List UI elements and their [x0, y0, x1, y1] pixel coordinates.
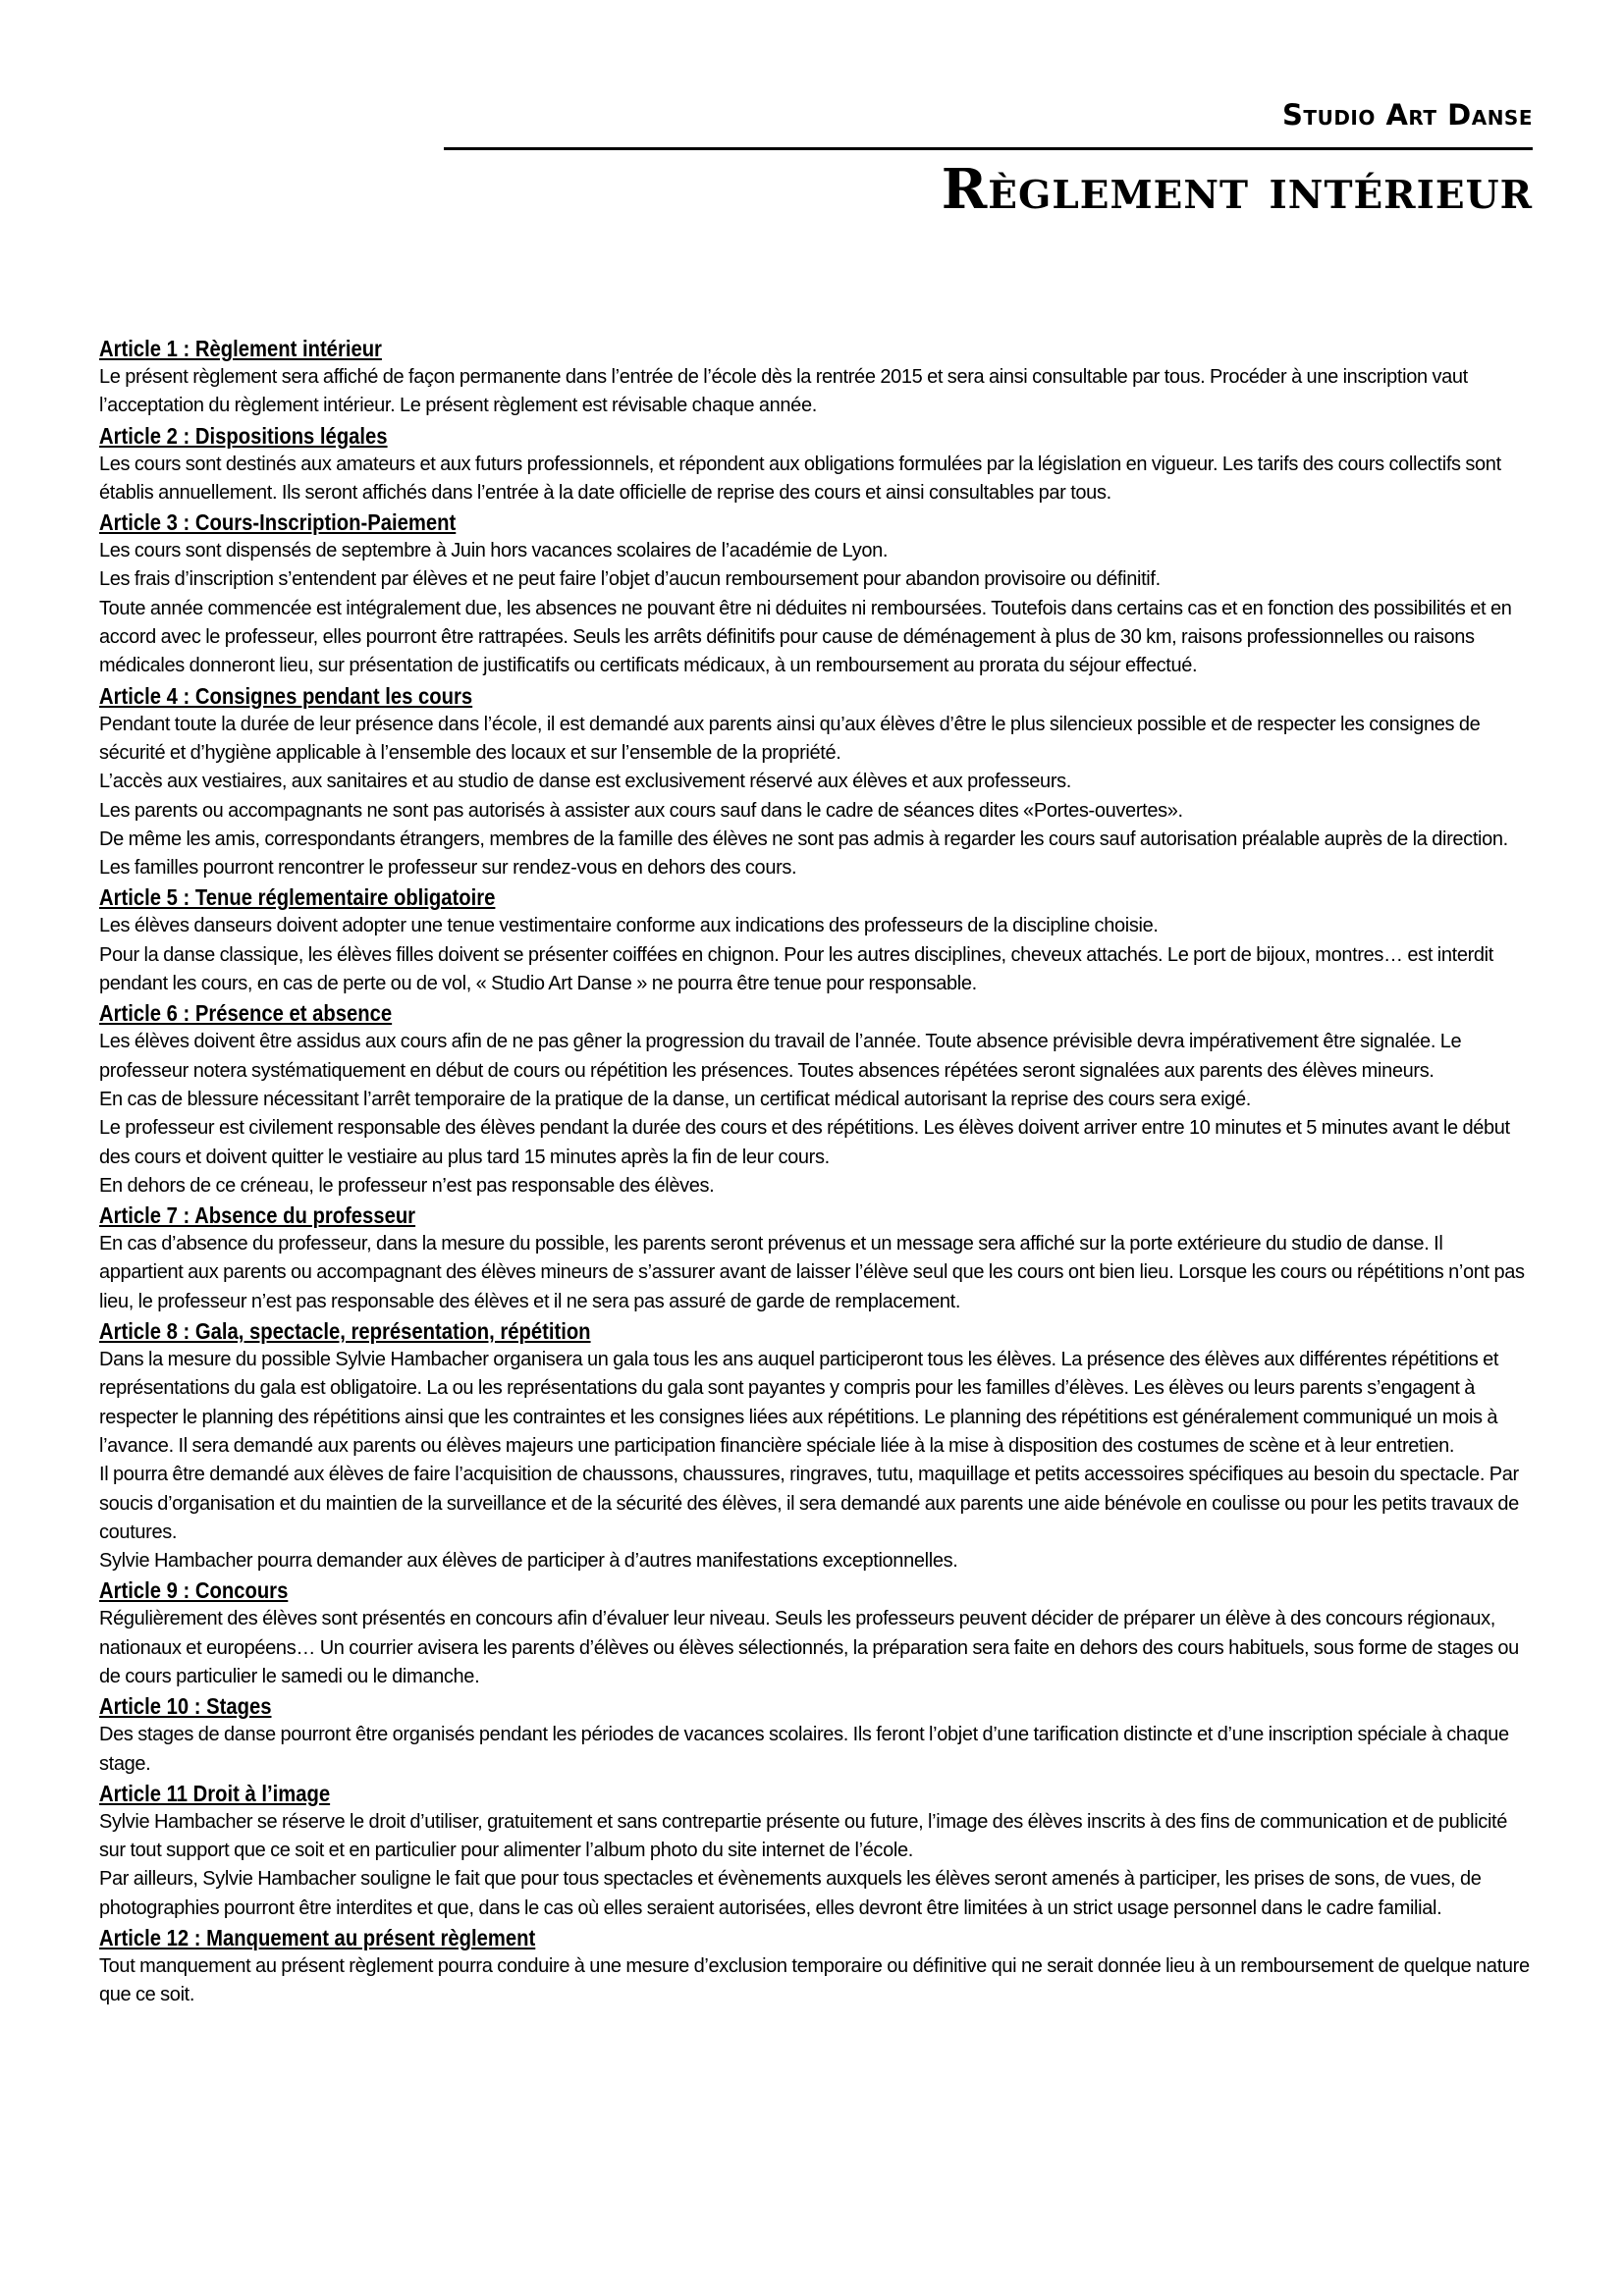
article-paragraph: Tout manquement au présent règlement pourra conduire à une mesure d’exclusion temporaire ou définitive qui ne serait donnée lieu à un remboursement de quelque nature que ce soit.: [99, 1955, 1530, 2006]
article-heading: Article 3 : Cours-Inscription-Paiement: [99, 509, 457, 536]
article-paragraph: Les parents ou accompagnants ne sont pas autorisés à assister aux cours sauf dans le cadre de séances dites «Portes-ouvertes».: [99, 799, 1183, 822]
article-2: [99, 421, 1531, 508]
article-5: [99, 882, 1531, 998]
header-divider: [444, 147, 1533, 150]
article-paragraph: Des stages de danse pourront être organisés pendant les périodes de vacances scolaires. Ils feront l’objet d’une tarification distincte et d’une inscription spéciale à chaque stage.: [99, 1724, 1509, 1775]
article-heading: Article 4 : Consignes pendant les cours: [99, 682, 473, 709]
article-paragraph: De même les amis, correspondants étrangers, membres de la famille des élèves ne sont pas admis à regarder les cours sauf autorisation préalable auprès de la direction. Les familles pourront rencontrer le professeur sur rendez-vous en dehors des cours.: [99, 828, 1508, 880]
article-paragraph: En cas d’absence du professeur, dans la mesure du possible, les parents seront prévenus et un message sera affiché sur la porte extérieure du studio de danse. Il appartient aux parents ou accompagnant des élèves mineurs de s’assurer avant de laisser l’élève seul que les cours ont bien lieu. Lorsque les cours ou répétitions n’ont pas lieu, le professeur n’est pas responsable des élèves et il ne sera pas assuré de garde de remplacement.: [99, 1233, 1525, 1312]
article-paragraph: Les frais d’inscription s’entendent par élèves et ne peut faire l’objet d’aucun remboursement pour abandon provisoire ou définitif.: [99, 568, 1161, 591]
article-paragraph: Le présent règlement sera affiché de façon permanente dans l’entrée de l’école dès la rentrée 2015 et sera ainsi consultable par tous. Procéder à une inscription vaut l’acceptation du règlement intérieur. Le présent règlement est révisable chaque année.: [99, 366, 1468, 417]
article-heading: Article 6 : Présence et absence: [99, 1000, 393, 1027]
article-paragraph: Régulièrement des élèves sont présentés en concours afin d’évaluer leur niveau. Seuls les professeurs peuvent décider de préparer un élève à des concours régionaux, nationaux et européens… Un courrier avisera les parents d’élèves ou élèves sélectionnés, la préparation sera faite en dehors des cours habituels, sous forme de stages ou de cours particulier le samedi ou le dimanche.: [99, 1608, 1519, 1687]
article-4: [99, 681, 1531, 883]
organization-name: Studio Art Danse: [1282, 98, 1533, 132]
article-paragraph: Les élèves doivent être assidus aux cours afin de ne pas gêner la progression du travail de l’année. Toute absence prévisible devra impérativement être signalée. Le professeur notera systématiquement en début de cours ou répétition les présences. Toutes absences répétées seront signalées aux parents des élèves mineurs.: [99, 1031, 1462, 1082]
article-8: [99, 1316, 1531, 1575]
article-paragraph: L’accès aux vestiaires, aux sanitaires et au studio de danse est exclusivement réservé aux élèves et aux professeurs.: [99, 771, 1071, 793]
article-paragraph: Les cours sont dispensés de septembre à Juin hors vacances scolaires de l’académie de Lyon.: [99, 540, 889, 562]
article-heading: Article 10 : Stages: [99, 1693, 272, 1720]
article-paragraph: En cas de blessure nécessitant l’arrêt temporaire de la pratique de la danse, un certificat médical autorisant la reprise des cours sera exigé.: [99, 1088, 1251, 1110]
document-title: Règlement intérieur: [941, 157, 1533, 222]
article-paragraph: Les cours sont destinés aux amateurs et aux futurs professionnels, et répondent aux obligations formulées par la législation en vigueur. Les tarifs des cours collectifs sont établis annuellement. Ils seront affichés dans l’entrée à la date officielle de reprise des cours et ainsi consultables par tous.: [99, 453, 1501, 504]
article-1: [99, 334, 1531, 421]
article-heading: Article 11 Droit à l’image: [99, 1780, 331, 1806]
articles-list: [99, 334, 1531, 2010]
article-paragraph: Par ailleurs, Sylvie Hambacher souligne le fait que pour tous spectacles et évènements auxquels les élèves seront amenés à participer, les prises de sons, de vues, de photographies pourront être interdites et que, dans le cas où elles seraient autorisées, elles devront être limitées à un strict usage personnel dans le cadre familial.: [99, 1868, 1482, 1919]
article-10: [99, 1691, 1531, 1779]
article-heading: Article 12 : Manquement au présent règlement: [99, 1925, 536, 1951]
article-heading: Article 5 : Tenue réglementaire obligatoire: [99, 884, 496, 911]
article-heading: Article 1 : Règlement intérieur: [99, 336, 382, 361]
article-paragraph: Pour la danse classique, les élèves filles doivent se présenter coiffées en chignon. Pour les autres disciplines, cheveux attachés. Le port de bijoux, montres… est interdit pendant les cours, en cas de perte ou de vol, « Studio Art Danse » ne pourra être tenue pour responsable.: [99, 943, 1493, 995]
article-paragraph: En dehors de ce créneau, le professeur n’est pas responsable des élèves.: [99, 1174, 715, 1197]
article-heading: Article 8 : Gala, spectacle, représentation, répétition: [99, 1318, 591, 1345]
article-paragraph: Sylvie Hambacher se réserve le droit d’utiliser, gratuitement et sans contrepartie présente ou future, l’image des élèves inscrits à des fins de communication et de publicité sur tout support que ce soit et en particulier pour alimenter l’album photo du site internet de l’école.: [99, 1810, 1508, 1862]
article-heading: Article 7 : Absence du professeur: [99, 1202, 416, 1229]
article-paragraph: Pendant toute la durée de leur présence dans l’école, il est demandé aux parents ainsi qu’aux élèves d’être le plus silencieux possible et de respecter les consignes de sécurité et d’hygiène applicable à l’ensemble des locaux et sur l’ensemble de la propriété.: [99, 713, 1481, 764]
article-9: [99, 1575, 1531, 1691]
article-12: [99, 1923, 1531, 2010]
article-paragraph: Il pourra être demandé aux élèves de faire l’acquisition de chaussons, chaussures, ringraves, tutu, maquillage et petits accessoires spécifiques au besoin du spectacle. Par soucis d’organisation et du maintien de la surveillance et de la sécurité des élèves, il sera demandé aux parents une aide bénévole en coulisse ou pour les petits travaux de coutures.: [99, 1464, 1519, 1543]
article-paragraph: Le professeur est civilement responsable des élèves pendant la durée des cours et des répétitions. Les élèves doivent arriver entre 10 minutes et 5 minutes avant le début des cours et doivent quitter le vestiaire au plus tard 15 minutes après la fin de leur cours.: [99, 1117, 1510, 1168]
article-paragraph: Les élèves danseurs doivent adopter une tenue vestimentaire conforme aux indications des professeurs de la discipline choisie.: [99, 915, 1159, 937]
article-6: [99, 998, 1531, 1201]
article-heading: Article 2 : Dispositions légales: [99, 422, 388, 449]
article-3: [99, 507, 1531, 680]
article-paragraph: Sylvie Hambacher pourra demander aux élèves de participer à d’autres manifestations exceptionnelles.: [99, 1550, 958, 1573]
article-11: [99, 1779, 1531, 1923]
article-heading: Article 9 : Concours: [99, 1577, 289, 1604]
article-paragraph: Dans la mesure du possible Sylvie Hambacher organisera un gala tous les ans auquel participeront tous les élèves. La présence des élèves aux différentes répétitions et représentations du gala est obligatoire. La ou les représentations du gala sont payantes y compris pour les familles d’élèves. Les élèves ou leurs parents s’engagent à respecter le planning des répétitions ainsi que les contraintes et les consignes liées aux répétitions. Le planning des répétitions est généralement communiqué un mois à l’avance. Il sera demandé aux parents ou élèves majeurs une participation financière spéciale liée à la mise à disposition des costumes de scène et à leur entretien.: [99, 1349, 1499, 1457]
article-paragraph: Toute année commencée est intégralement due, les absences ne pouvant être ni déduites ni remboursées. Toutefois dans certains cas et en fonction des possibilités et en accord avec le professeur, elles pourront être rattrapées. Seuls les arrêts définitifs pour cause de déménagement à plus de 30 km, raisons professionnelles ou raisons médicales donneront lieu, sur présentation de justificatifs ou certificats médicaux, à un remboursement au prorata du séjour effectué.: [99, 597, 1512, 677]
article-7: [99, 1201, 1531, 1316]
